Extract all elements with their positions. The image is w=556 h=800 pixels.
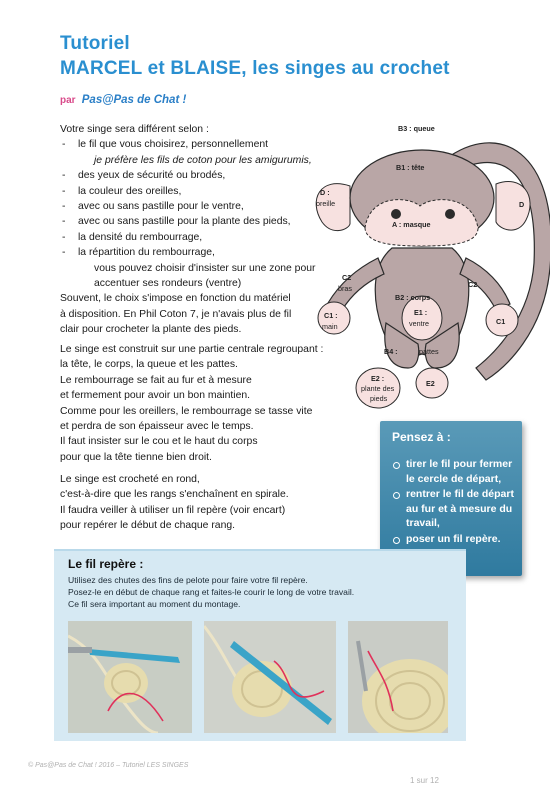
label-arm-right: C2 [468, 280, 478, 289]
marker-thread-line: Utilisez des chutes des fins de pelote pour faire votre fil repère. [68, 575, 308, 585]
right-ear-shape [496, 182, 530, 231]
title-line-2: MARCEL et BLAISE, les singes au crochet [60, 58, 450, 79]
crochet-photo-3 [348, 621, 448, 733]
list-item: - la couleur des oreilles, [60, 184, 380, 199]
marker-thread-line: Posez-le en début de chaque rang et faites-le courir le long de votre travail. [68, 587, 355, 597]
paragraph-line: Le rembourrage se fait au fur et à mesure [60, 374, 252, 386]
paragraph-line: Il faudra veiller à utiliser un fil repère (voir encart) [60, 504, 286, 516]
label-belly: ventre [409, 319, 429, 328]
label-legs: pattes [419, 347, 439, 356]
page-number: 1 sur 12 [410, 776, 439, 785]
reminder-item: rentrer le fil de départ au fur et à mesure du travail, [392, 487, 514, 531]
list-item: - le fil que vous choisirez, personnellement je préfère les fils de coton pour les amigurumis, [60, 137, 380, 168]
reminder-item: poser un fil repère. [392, 532, 514, 547]
list-item: - avec ou sans pastille pour la plante des pieds, [60, 214, 380, 229]
label-tail: B3 : queue [398, 124, 435, 133]
list-item: - avec ou sans pastille pour le ventre, [60, 199, 380, 214]
label-arm: bras [338, 284, 352, 293]
monkey-pattern-diagram [300, 118, 550, 418]
label-foot-2: pieds [370, 394, 388, 403]
reminder-item: tirer le fil pour fermer le cercle de départ, [392, 457, 514, 486]
spiral-paragraph [60, 472, 380, 534]
crochet-photo-2 [204, 621, 336, 733]
reminder-title: Pensez à : [392, 430, 451, 444]
label-ear-right: D [519, 200, 525, 209]
title-line-1: Tutoriel [60, 33, 130, 54]
paragraph-line: Il faut insister sur le cou et le haut du corps [60, 436, 258, 448]
belly-patch-shape [402, 296, 442, 340]
label-foot-right: E2 [426, 379, 435, 388]
label-head: B1 : tête [396, 163, 425, 172]
byline-prefix: par [60, 95, 76, 106]
label-ear: oreille [316, 199, 336, 208]
label-foot: plante des [361, 384, 395, 393]
label-mask: A : masque [392, 220, 431, 229]
marker-thread-title: Le fil repère : [68, 557, 144, 571]
paragraph-line: et fermement pour avoir un bon maintien. [60, 390, 251, 402]
paragraph-line: c'est-à-dire que les rangs s'enchaînent en spirale. [60, 489, 289, 501]
marker-thread-box [54, 549, 466, 741]
right-eye-shape [445, 209, 455, 219]
label-ear-code: D : [320, 188, 330, 197]
left-eye-shape [391, 209, 401, 219]
paragraph-line: Le singe est crocheté en rond, [60, 474, 200, 485]
footer-copyright: © Pas@Pas de Chat ! 2016 – Tutoriel LES SINGES [28, 762, 189, 769]
paragraph-line: Le singe est construit sur une partie centrale regroupant : [60, 344, 324, 355]
paragraph-line: pour repérer le début de chaque rang. [60, 520, 236, 532]
label-legs-code: B4 : [384, 347, 398, 356]
label-hand-right: C1 [496, 317, 506, 326]
paragraph-line: Comme pour les oreillers, le rembourrage se tasse vite [60, 405, 313, 417]
label-arm-code: C2 [342, 273, 352, 282]
monkey-illustration [300, 118, 550, 418]
paragraph-line: la tête, le corps, la queue et les pattes. [60, 359, 238, 371]
list-item: - la répartition du rembourrage, vous pouvez choisir d'insister sur une zone pour accentuer ses rondeurs (ventre) [60, 245, 380, 291]
marker-thread-line: Ce fil sera important au moment du montage. [68, 599, 241, 609]
intro-after-3: clair pour crocheter la plante des pieds. [60, 324, 242, 336]
list-item: - des yeux de sécurité ou brodés, [60, 168, 380, 183]
label-hand: main [322, 322, 338, 331]
byline [60, 94, 186, 106]
paragraph-line: et perdra de son épaisseur avec le temps. [60, 421, 254, 433]
intro-after-2: à disposition. En Phil Coton 7, je n'avais plus de fil [60, 308, 292, 320]
intro-after-1: Souvent, le choix s'impose en fonction du matériel [60, 293, 291, 305]
paragraph-line: pour que la tête tienne bien droit. [60, 451, 212, 463]
label-body: B2 : corps [395, 293, 431, 302]
label-hand-code: C1 : [324, 311, 338, 320]
list-item: - la densité du rembourrage, [60, 230, 380, 245]
crochet-photo-1 [68, 621, 192, 733]
intro-lead: Votre singe sera différent selon : [60, 124, 209, 135]
byline-author: Pas@Pas de Chat ! [81, 94, 187, 106]
label-foot-code: E2 : [371, 374, 385, 383]
label-belly-code: E1 : [414, 308, 428, 317]
reminder-list [392, 457, 514, 547]
